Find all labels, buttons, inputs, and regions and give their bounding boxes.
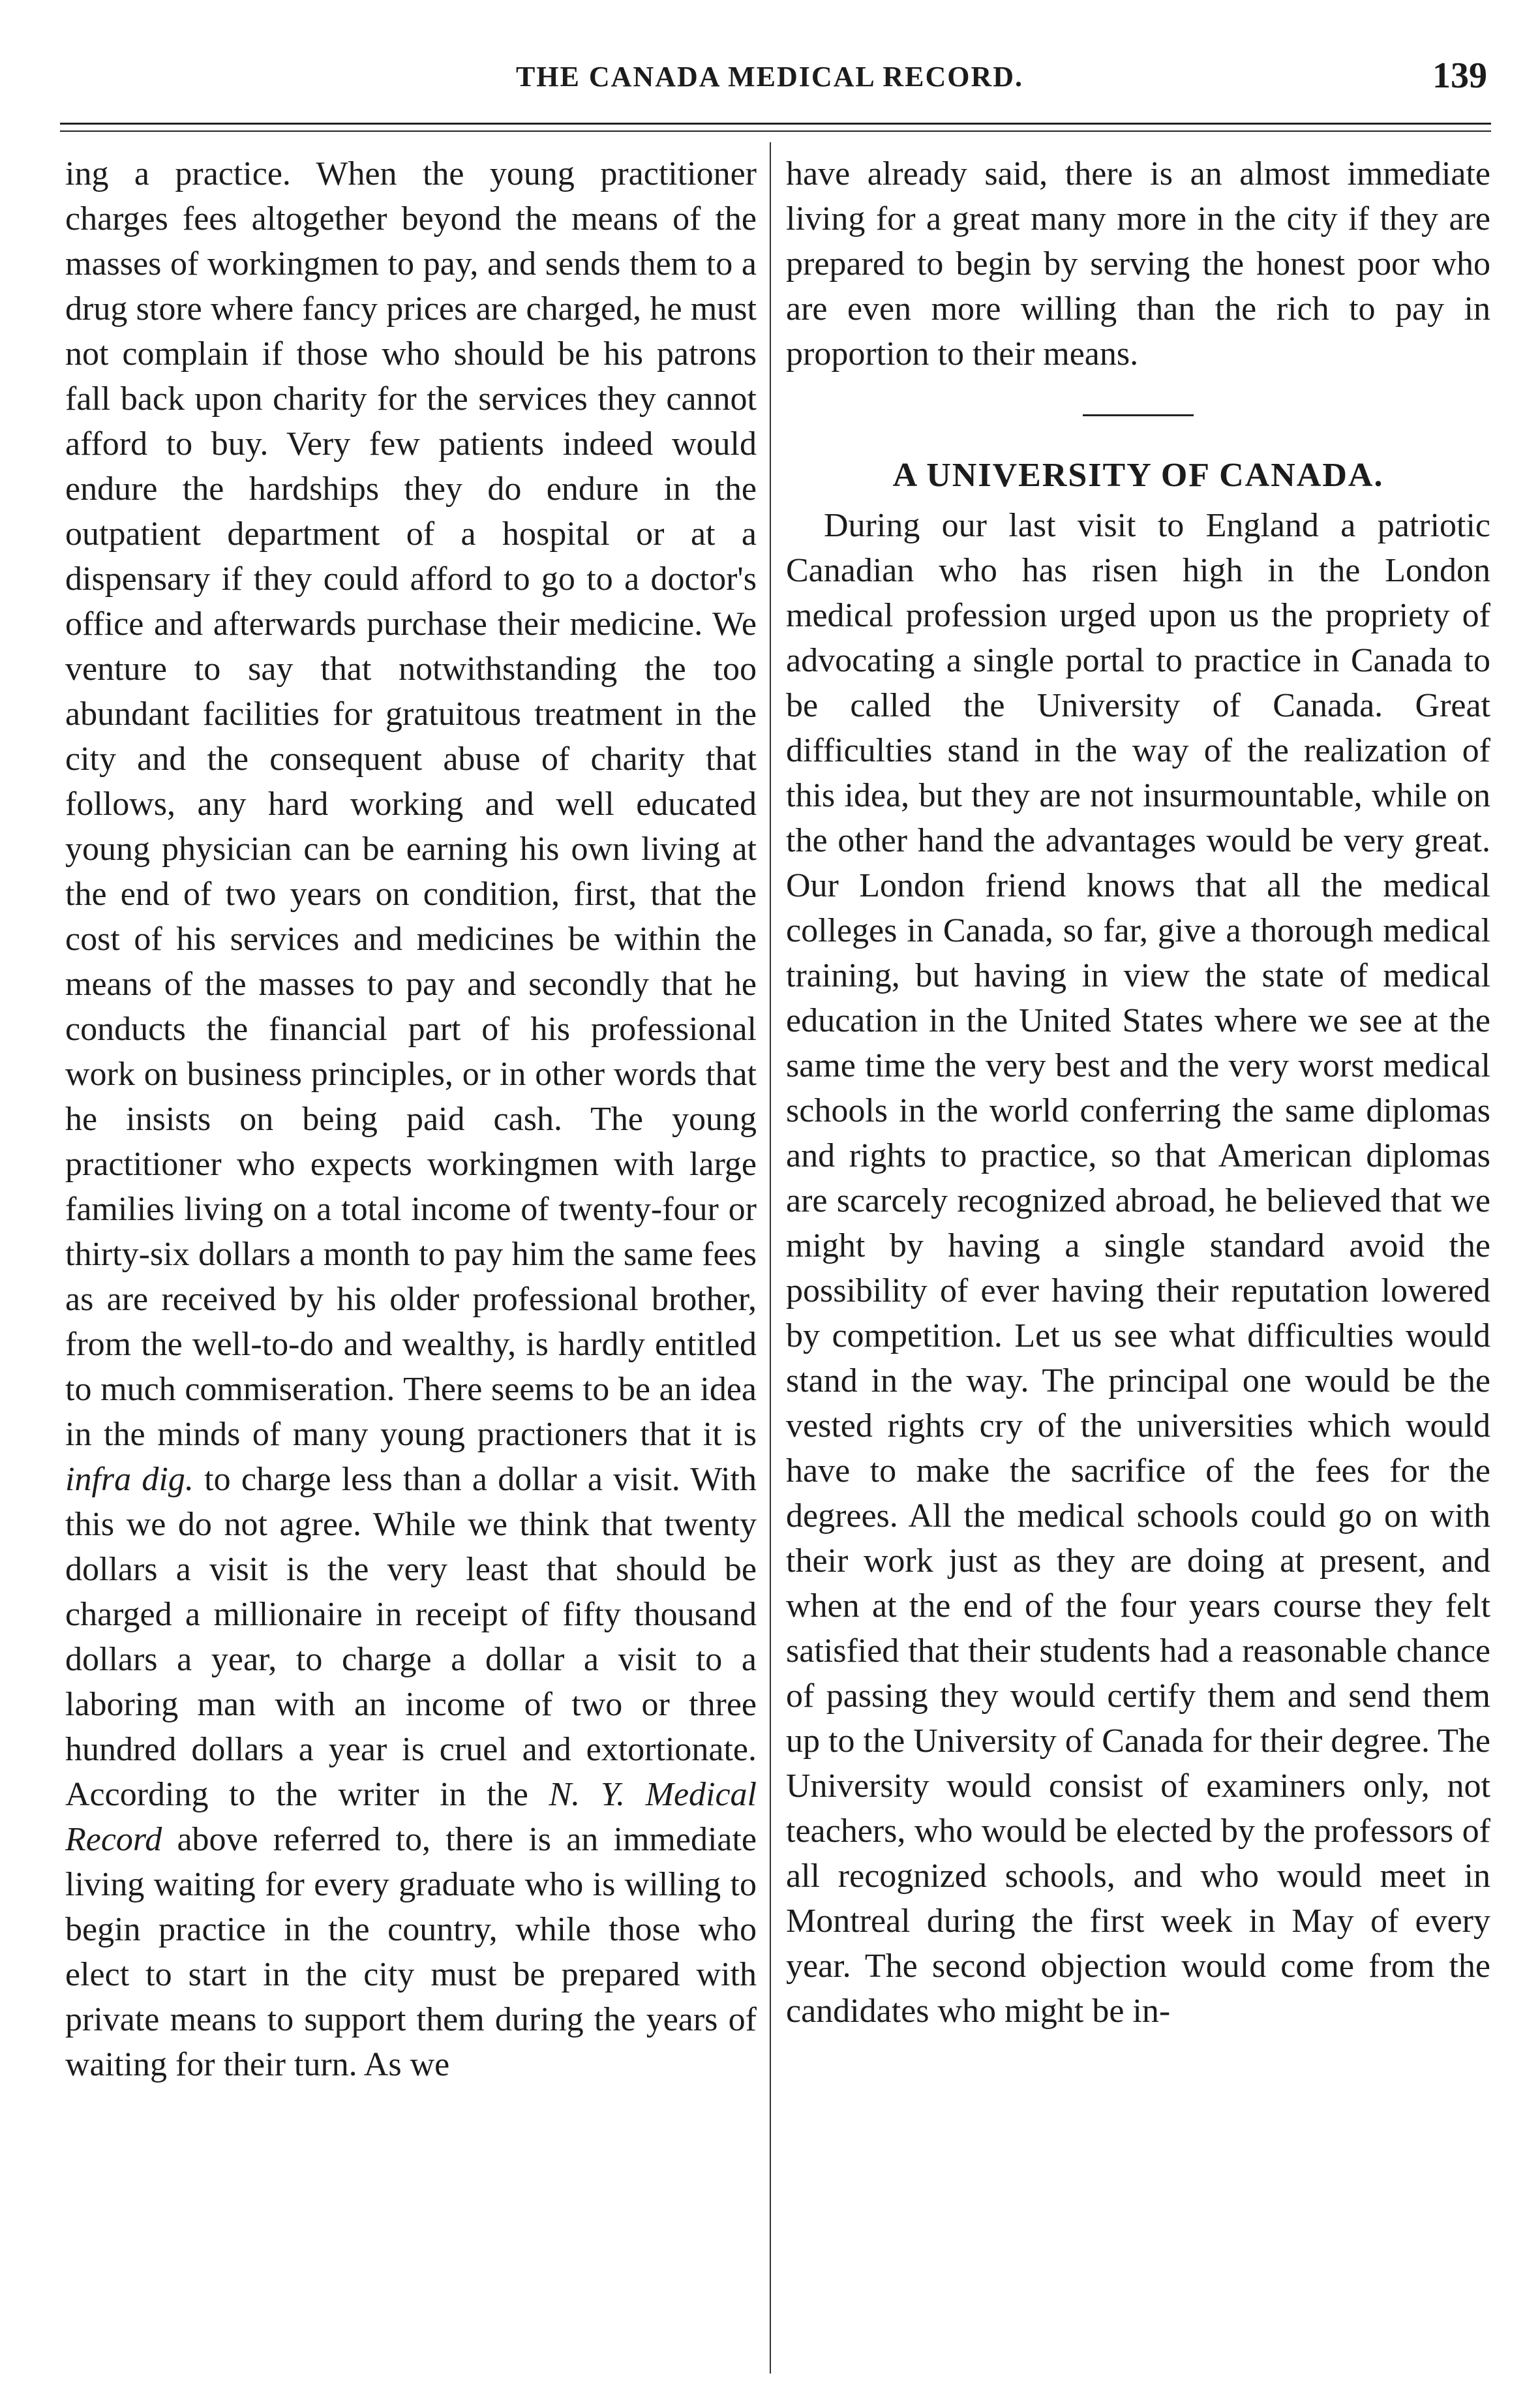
section-divider [1083,414,1194,416]
right-paragraph-continued: have already said, there is an almost immediate living for a great many more in the city if they are prepared to begin by serving the honest poor who are even more willing than the rich to pay in proportion to their means. [786,155,1490,373]
left-italic-phrase: infra dig. [65,1461,194,1498]
left-text-b: to charge less than a dollar a visit. With this we do not agree. While we think that twenty dollars a visit is the very least that should be charged a millionaire in receipt of fifty thousand dollars a year, to charge a dollar a visit to a laboring man with an income of two or three hundred dollars a year is cruel and extortionate. According to the writer in the [65,1461,757,1813]
section-title: A UNIVERSITY OF CANADA. [892,457,1384,494]
left-paragraph [65,151,757,2087]
running-title: THE CANADA MEDICAL RECORD. [515,61,1024,93]
header-rule-secondary [60,130,1491,132]
right-paragraph-article: During our last visit to England a patriotic Canadian who has risen high in the London medical profession urged upon us the propriety of advocating a single portal to practice in Canada to be called the University of Canada. Great difficulties stand in the way of the realization of this idea, but they are not insurmountable, while on the other hand the advantages would be very great. Our London friend knows that all the medical colleges in Canada, so far, give a thorough medical training, but having in view the state of medical education in the United States where we see at the same time the very best and the very worst medical schools in the world conferring the same diplomas and rights to practice, so that American diplomas are scarcely recognized abroad, he believed that we might by having a single standard avoid the possibility of ever having their reputation lowered by competition. Let us see what difficulties would stand in the way. The principal one would be the vested rights cry of the universities which would have to make the sacrifice of the fees for the degrees. All the medical schools could go on with their work just as they are doing at present, and when at the end of the four years course they felt satisfied that their students had a reasonable chance of passing they would certify them and send them up to the University of Canada for their degree. The University would consist of examiners only, not teachers, who would be elected by the professors of all recognized schools, and who would meet in Montreal during the first week in May of every year. The second objection would come from the candidates who might be in- [786,507,1490,2030]
right-column [786,151,1490,2370]
left-text-c: above referred to, there is an immediate living waiting for every graduate who is willing to begin practice in the country, while those who elect to start in the city must be prepared with private means to support them during the years of waiting for their turn. As we [65,1821,757,2083]
column-divider [770,142,771,2374]
left-italic-journal: N. Y. Medical Record [65,1776,757,1858]
page-header [52,40,1487,112]
page-number: 139 [1432,55,1487,96]
left-text-a: ing a practice. When the young practitioner charges fees altogether beyond the means of the masses of workingmen to pay, and sends them to a drug store where fancy prices are charged, he must not complain if those who should be his patrons fall back upon charity for the services they cannot afford to buy. Very few patients indeed would endure the hardships they do endure in the outpatient department of a hospital or at a dispensary if they could afford to go to a doctor's office and afterwards purchase their medicine. We venture to say that notwithstanding the too abundant facilities for gratuitous treatment in the city and the consequent abuse of charity that follows, any hard working and well educated young physician can be earning his own living at the end of two years on condition, first, that the cost of his services and medicines be within the means of the masses to pay and secondly that he conducts the financial part of his professional work on business principles, or in other words that he insists on being paid cash. The young practitioner who expects workingmen with large families living on a total income of twenty-four or thirty-six dollars a month to pay him the same fees as are received by his older professional brother, from the well-to-do and wealthy, is hardly entitled to much commiseration. There seems to be an idea in the minds of many young practioners that it is [65,155,757,1453]
left-column [65,151,757,2370]
header-rule [60,123,1491,125]
